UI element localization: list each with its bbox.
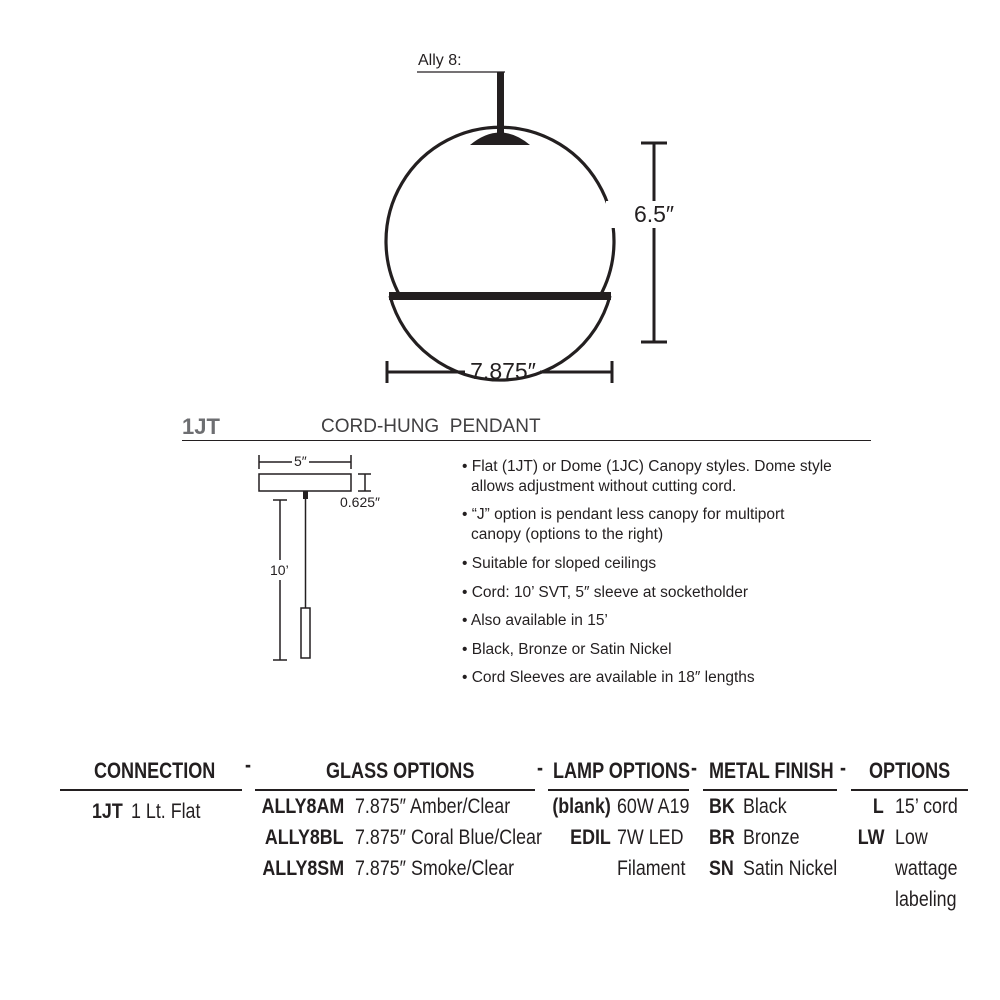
glass-desc: 7.875″ Amber/Clear bbox=[355, 795, 511, 818]
metal-desc: Black bbox=[743, 795, 787, 818]
option-desc: Low bbox=[895, 826, 928, 849]
metal-code: BR bbox=[709, 826, 735, 849]
lamp-code: EDIL bbox=[570, 826, 611, 849]
metal-code: BK bbox=[709, 795, 735, 818]
separator: - bbox=[245, 752, 252, 777]
canopy-height-dim: 0.625″ bbox=[340, 494, 380, 510]
feature-line: • Black, Bronze or Satin Nickel bbox=[462, 641, 672, 658]
cord-length-dim: 10’ bbox=[270, 562, 289, 578]
lamp-desc: 60W A19 bbox=[617, 795, 690, 818]
separator: - bbox=[691, 755, 698, 780]
metal-code: SN bbox=[709, 857, 734, 880]
options-rule bbox=[851, 789, 968, 791]
canopy-width-dim: 5″ bbox=[294, 453, 307, 469]
feature-line: • Suitable for sloped ceilings bbox=[462, 555, 657, 572]
feature-line: • “J” option is pendant less canopy for multiport bbox=[462, 506, 785, 523]
section-code: 1JT bbox=[182, 414, 220, 439]
separator: - bbox=[537, 755, 544, 780]
section-title: CORD-HUNG PENDANT bbox=[321, 416, 541, 437]
glass-header: GLASS OPTIONS bbox=[326, 758, 475, 783]
feature-line: canopy (options to the right) bbox=[471, 526, 664, 543]
metal-rule bbox=[703, 789, 837, 791]
option-desc: labeling bbox=[895, 888, 957, 911]
glass-rule bbox=[255, 789, 535, 791]
section-rule bbox=[182, 440, 871, 441]
option-desc: 15’ cord bbox=[895, 795, 958, 818]
connection-header: CONNECTION bbox=[94, 758, 216, 783]
model-label: Ally 8: bbox=[418, 52, 462, 69]
option-code: LW bbox=[857, 826, 884, 849]
glass-code: ALLY8AM bbox=[261, 795, 344, 818]
glass-code: ALLY8SM bbox=[262, 857, 344, 880]
feature-line: • Cord: 10’ SVT, 5″ sleeve at socketholder bbox=[462, 584, 749, 601]
width-dimension: 7.875″ bbox=[470, 358, 536, 384]
height-dimension: 6.5″ bbox=[606, 201, 702, 228]
lamp-desc: Filament bbox=[617, 857, 686, 880]
pendant-drawing bbox=[0, 0, 1000, 400]
feature-line: • Cord Sleeves are available in 18″ lengths bbox=[462, 669, 755, 686]
options-header: OPTIONS bbox=[869, 758, 951, 783]
canopy-drawing bbox=[250, 450, 380, 665]
feature-line: • Flat (1JT) or Dome (1JC) Canopy styles. Dome style bbox=[462, 458, 832, 475]
connection-rule bbox=[60, 789, 242, 791]
metal-desc: Bronze bbox=[743, 826, 800, 849]
feature-line: allows adjustment without cutting cord. bbox=[471, 478, 737, 495]
metal-desc: Satin Nickel bbox=[743, 857, 838, 880]
feature-line: • Also available in 15’ bbox=[462, 612, 608, 629]
lamp-code: (blank) bbox=[552, 795, 611, 818]
option-desc: wattage bbox=[895, 857, 958, 880]
separator: - bbox=[840, 755, 847, 780]
connection-desc: 1 Lt. Flat bbox=[131, 800, 201, 823]
lamp-desc: 7W LED bbox=[617, 826, 684, 849]
connection-code: 1JT bbox=[92, 800, 123, 823]
glass-desc: 7.875″ Smoke/Clear bbox=[355, 857, 515, 880]
metal-header: METAL FINISH bbox=[709, 758, 834, 783]
glass-desc: 7.875″ Coral Blue/Clear bbox=[355, 826, 542, 849]
option-code: L bbox=[873, 795, 884, 818]
glass-code: ALLY8BL bbox=[265, 826, 344, 849]
lamp-header: LAMP OPTIONS bbox=[553, 758, 690, 783]
lamp-rule bbox=[548, 789, 689, 791]
